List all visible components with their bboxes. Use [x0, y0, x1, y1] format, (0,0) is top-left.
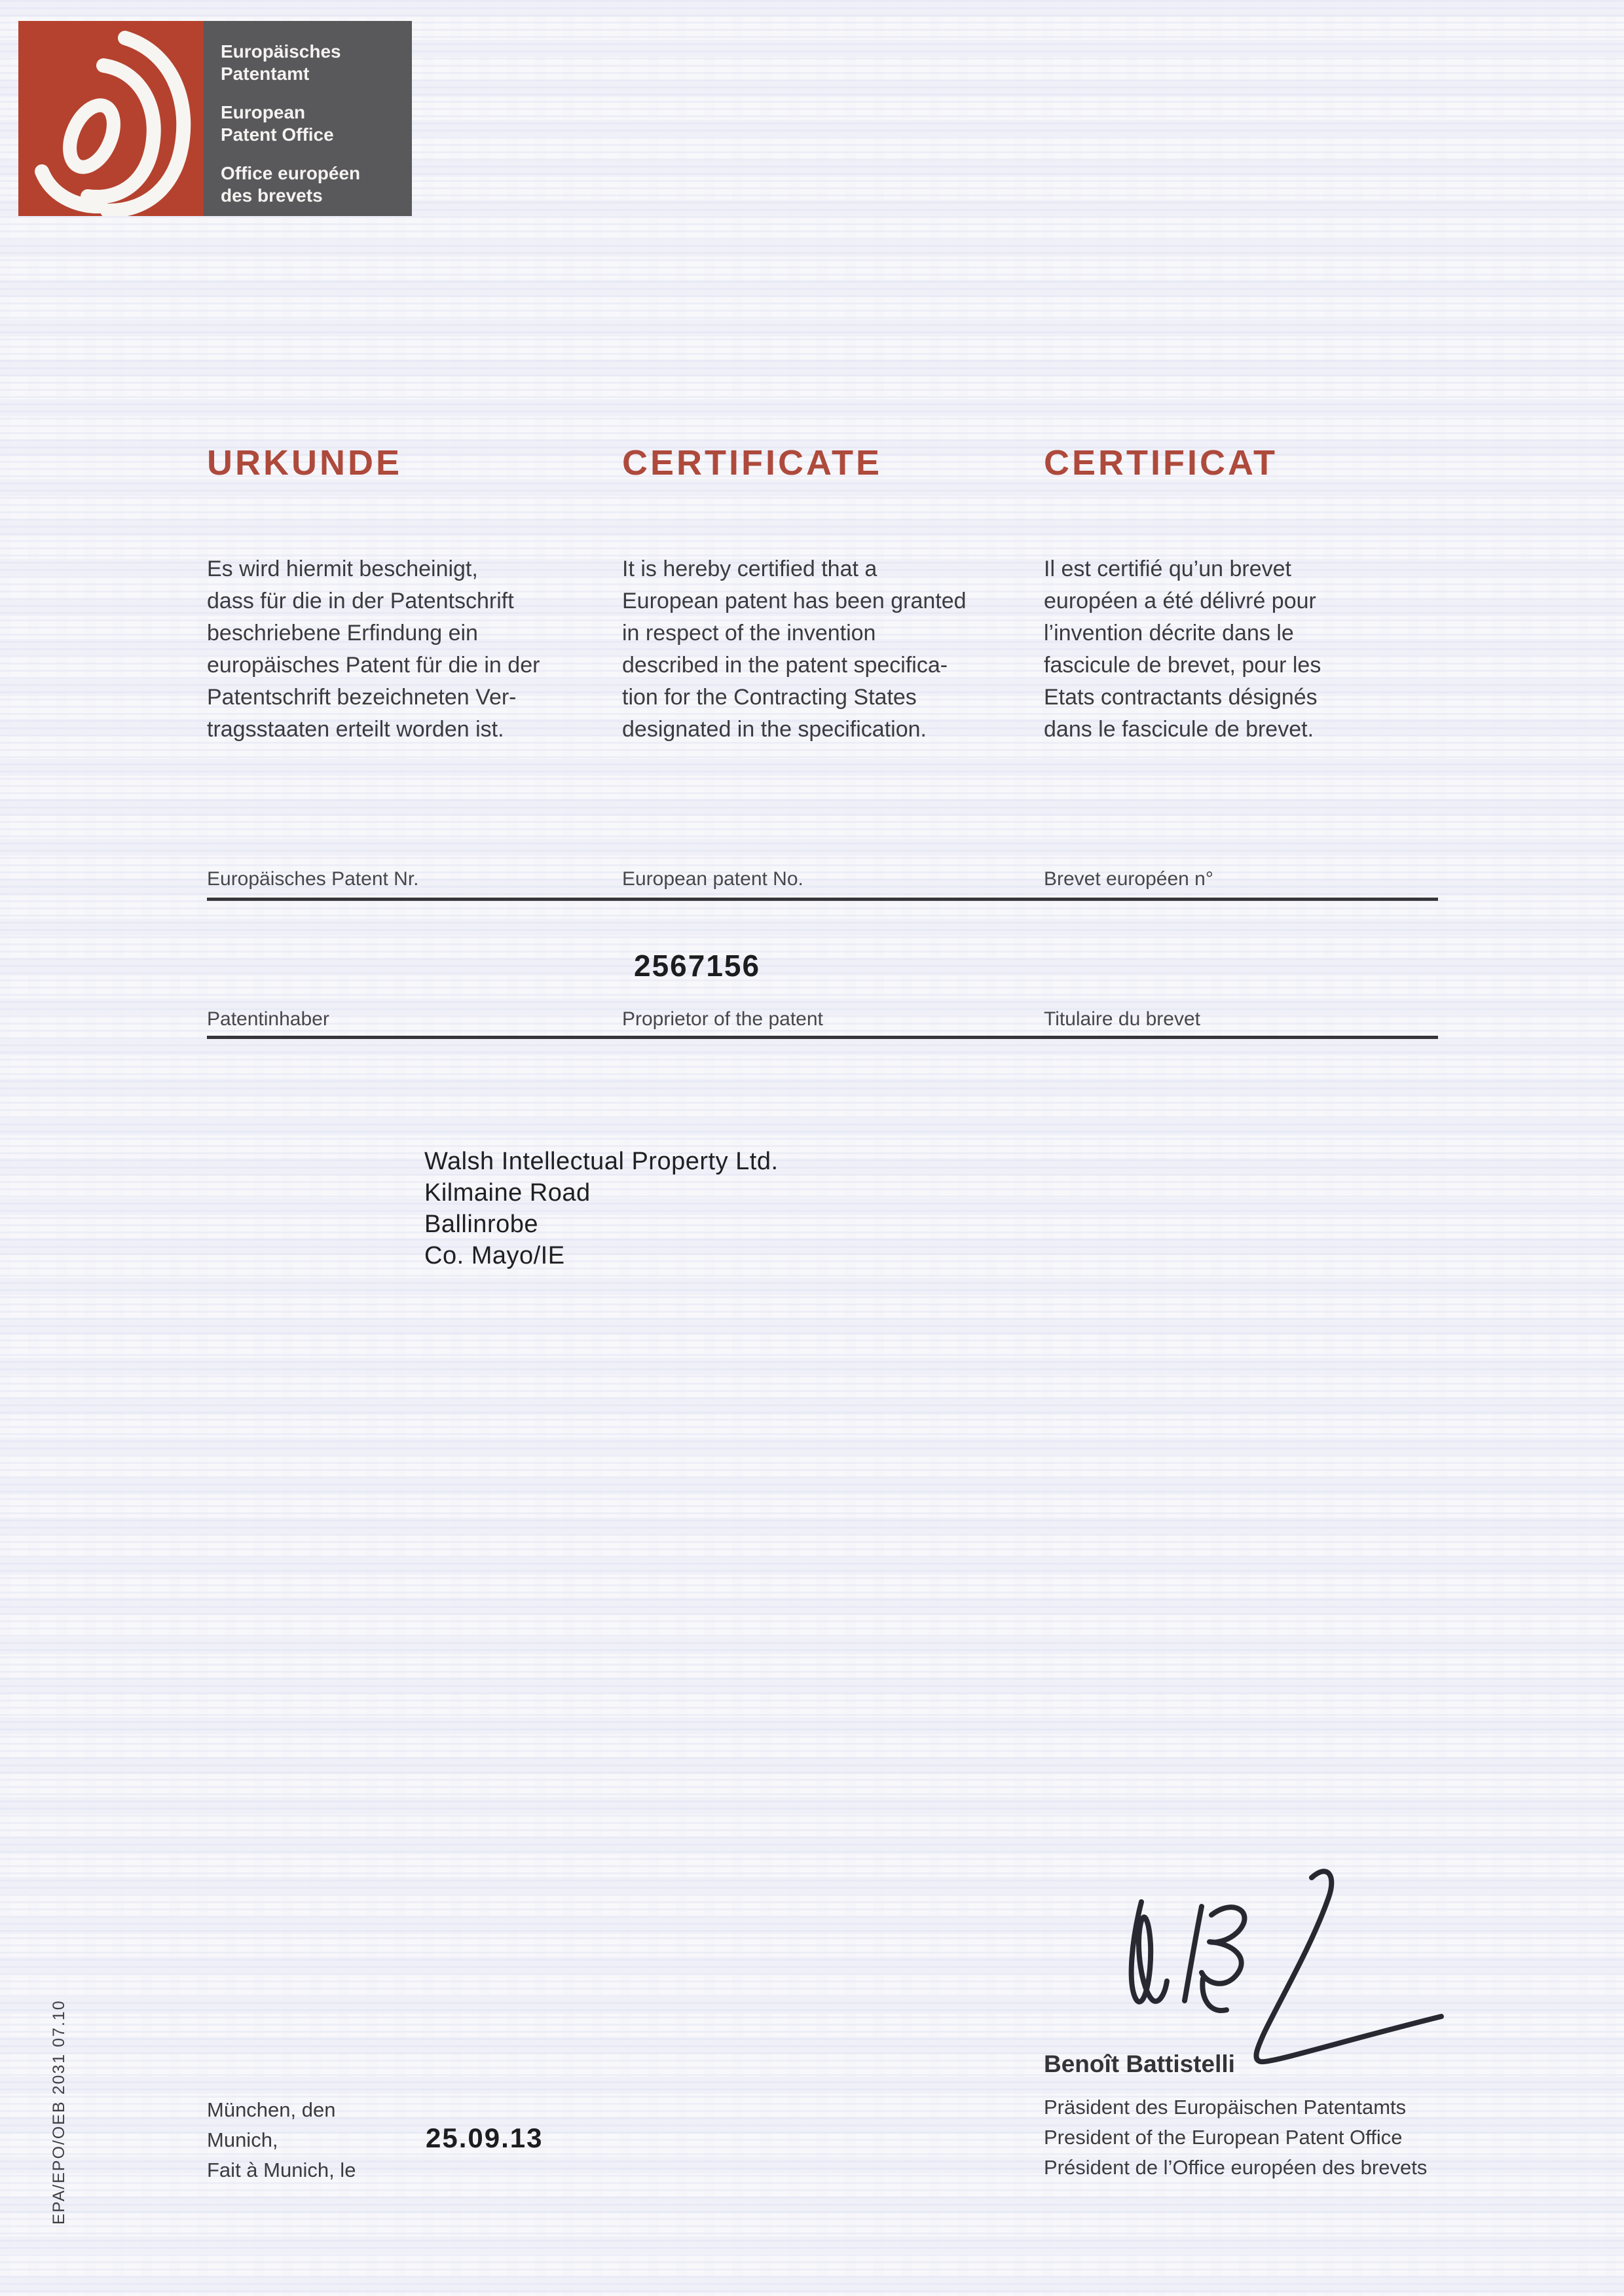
epo-logo-names [204, 21, 412, 216]
heading-certificate: CERTIFICATE [622, 443, 882, 483]
epo-name-line: Patent Office [221, 124, 334, 145]
epo-name-de [221, 41, 412, 85]
patent-number-value: 2567156 [634, 949, 761, 983]
epo-name-en [221, 101, 412, 146]
signature-image [1103, 1866, 1460, 2072]
proprietor-label-en: Proprietor of the patent [622, 1008, 823, 1030]
epo-name-line: Europäisches [221, 41, 341, 62]
proprietor-label-de: Patentinhaber [207, 1008, 329, 1030]
epo-logo-mark [18, 21, 204, 216]
certification-text-de: Es wird hiermit bescheinigt, dass für die in der Patentschrift beschriebene Erfindung ein europäisches Patent für die in der Patentschrift bezeichneten Ver- tragsstaaten erteilt worden ist. [207, 556, 540, 742]
rule-under-proprietor-labels [207, 1036, 1438, 1039]
epo-name-line: Patentamt [221, 64, 310, 84]
epo-logo-block [18, 21, 412, 216]
certification-text-en: It is hereby certified that a European patent has been granted in respect of the invention described in the patent specifica- tion for the Contracting States designated in the specification. [622, 556, 967, 742]
patent-number-label-fr: Brevet européen n° [1044, 868, 1213, 890]
heading-certificat: CERTIFICAT [1044, 443, 1278, 483]
rule-under-patent-number-labels [207, 898, 1438, 901]
epo-name-fr [221, 162, 412, 207]
form-code: EPA/EPO/OEB 2031 07.10 [50, 1999, 68, 2225]
epo-name-line: des brevets [221, 185, 323, 206]
epo-name-line: Office européen [221, 163, 361, 183]
patent-number-label-de: Europäisches Patent Nr. [207, 868, 419, 890]
issue-place-lines: München, den Munich, Fait à Munich, le [207, 2098, 356, 2181]
proprietor-address: Walsh Intellectual Property Ltd. Kilmaine Road Ballinrobe Co. Mayo/IE [424, 1148, 779, 1269]
certification-text-fr: Il est certifié qu’un brevet européen a été délivré pour l’invention décrite dans le fascicule de brevet, pour les Etats contractants désignés dans le fascicule de brevet. [1044, 556, 1321, 742]
signer-titles: Präsident des Europäischen Patentamts President of the European Patent Office Président de l’Office européen des brevets [1044, 2096, 1428, 2179]
issue-date: 25.09.13 [426, 2123, 544, 2153]
heading-urkunde: URKUNDE [207, 443, 402, 483]
proprietor-label-fr: Titulaire du brevet [1044, 1008, 1201, 1030]
epo-name-line: European [221, 102, 306, 122]
epo-spiral-icon [18, 21, 204, 216]
patent-number-label-en: European patent No. [622, 868, 803, 890]
signer-name: Benoît Battistelli [1044, 2050, 1235, 2077]
